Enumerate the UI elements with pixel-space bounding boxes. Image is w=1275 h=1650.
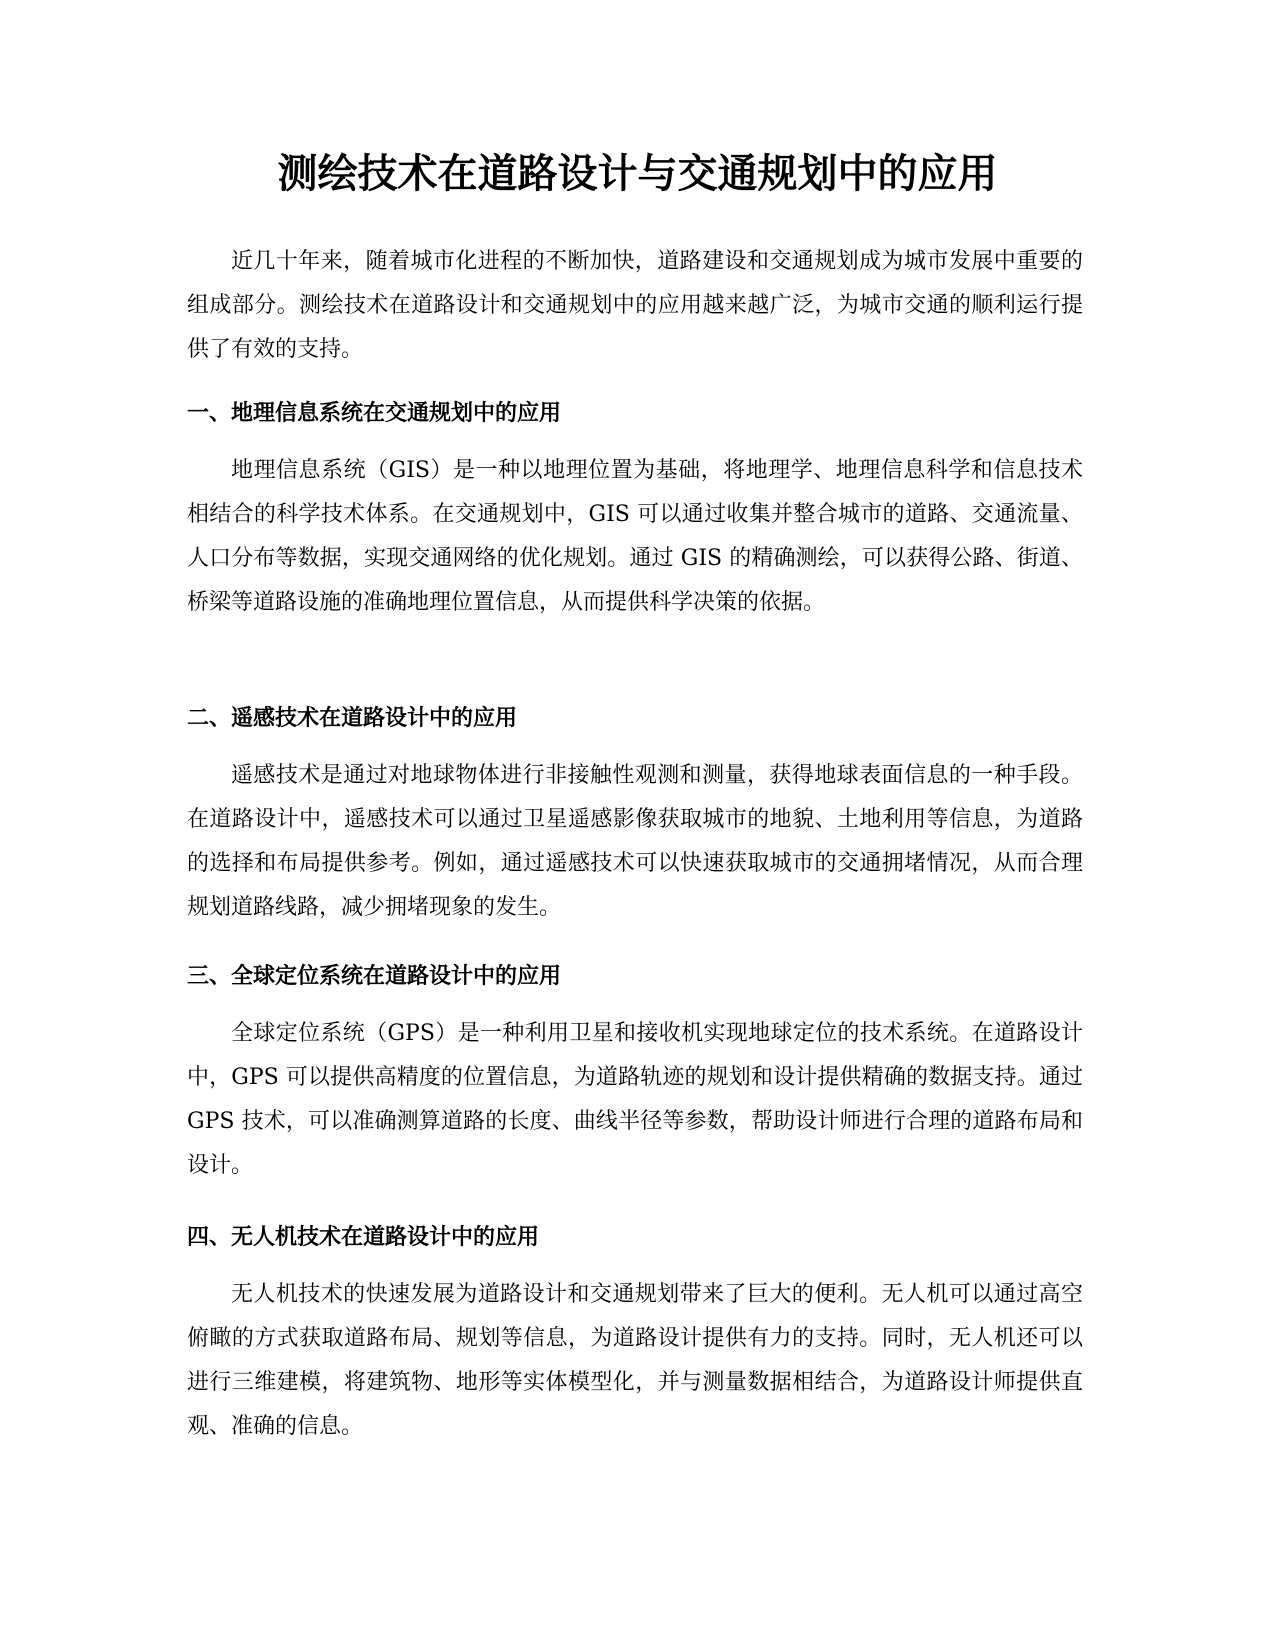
section-heading-remote-sensing: 二、遥感技术在道路设计中的应用 (187, 706, 518, 731)
section-body-drone: 无人机技术的快速发展为道路设计和交通规划带来了巨大的便利。无人机可以通过高空俯瞰的方式获取道路布局、规划等信息，为道路设计提供有力的支持。同时，无人机还可以进行三维建模，将建筑物、地形等实体模型化，并与测量数据相结合，为道路设计师提供直观、准确的信息。 (187, 1282, 1083, 1439)
section-heading-gis: 一、地理信息系统在交通规划中的应用 (187, 401, 562, 426)
section-heading-drone: 四、无人机技术在道路设计中的应用 (187, 1225, 540, 1250)
document-title: 测绘技术在道路设计与交通规划中的应用 (277, 151, 998, 197)
section-heading-gps: 三、全球定位系统在道路设计中的应用 (187, 964, 562, 989)
section-body-gps: 全球定位系统（GPS）是一种利用卫星和接收机实现地球定位的技术系统。在道路设计中，GPS 可以提供高精度的位置信息，为道路轨迹的规划和设计提供精确的数据支持。通过 GPS 技术，可以准确测算道路的长度、曲线半径等参数，帮助设计师进行合理的道路布局和设计。 (187, 1021, 1083, 1178)
intro-paragraph: 近几十年来，随着城市化进程的不断加快，道路建设和交通规划成为城市发展中重要的组成部分。测绘技术在道路设计和交通规划中的应用越来越广泛，为城市交通的顺利运行提供了有效的支持。 (187, 249, 1083, 362)
section-body-remote-sensing: 遥感技术是通过对地球物体进行非接触性观测和测量，获得地球表面信息的一种手段。在道路设计中，遥感技术可以通过卫星遥感影像获取城市的地貌、土地利用等信息，为道路的选择和布局提供参考。例如，通过遥感技术可以快速获取城市的交通拥堵情况，从而合理规划道路线路，减少拥堵现象的发生。 (187, 763, 1083, 920)
section-body-gis: 地理信息系统（GIS）是一种以地理位置为基础，将地理学、地理信息科学和信息技术相结合的科学技术体系。在交通规划中，GIS 可以通过收集并整合城市的道路、交通流量、人口分布等数据，实现交通网络的优化规划。通过 GIS 的精确测绘，可以获得公路、街道、桥梁等道路设施的准确地理位置信息，从而提供科学决策的依据。 (187, 458, 1083, 615)
